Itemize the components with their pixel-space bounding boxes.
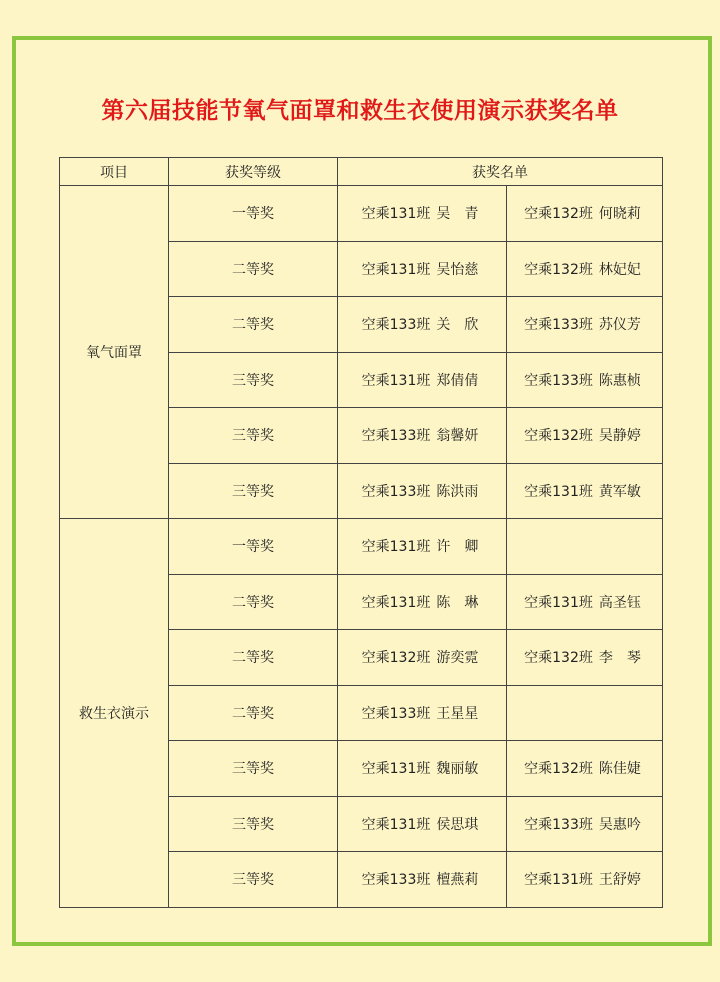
winner-class: 空乘131班 xyxy=(524,872,593,889)
winner-cell xyxy=(507,352,663,408)
winner-cell xyxy=(338,574,507,630)
award-level-cell: 一等奖 xyxy=(169,186,338,242)
winner-name: 魏丽敏 xyxy=(436,761,479,778)
winner-class: 空乘131班 xyxy=(361,761,431,778)
award-level-cell: 三等奖 xyxy=(169,796,338,852)
award-level-cell: 三等奖 xyxy=(169,408,338,464)
winner-name: 翁馨妍 xyxy=(436,428,479,445)
award-level-cell: 二等奖 xyxy=(169,685,338,741)
table-row xyxy=(60,186,663,242)
winner-class: 空乘133班 xyxy=(361,705,431,722)
winner-class: 空乘131班 xyxy=(361,594,431,611)
winner-name: 游奕霓 xyxy=(436,650,479,667)
winner-name: 高圣钰 xyxy=(598,594,641,611)
winner-name: 陈洪雨 xyxy=(436,483,479,500)
winner-name: 侯思琪 xyxy=(436,816,479,833)
header-winners: 获奖名单 xyxy=(338,158,663,186)
winner-cell xyxy=(338,796,507,852)
winner-cell xyxy=(338,852,507,908)
winner-class: 空乘131班 xyxy=(361,539,431,556)
winner-class: 空乘131班 xyxy=(361,206,431,223)
winner-name: 关 欣 xyxy=(436,317,479,334)
winner-class: 空乘131班 xyxy=(361,261,431,278)
table-body xyxy=(60,186,663,908)
winner-cell xyxy=(507,241,663,297)
winner-class: 空乘133班 xyxy=(524,317,593,334)
award-level-cell: 三等奖 xyxy=(169,463,338,519)
winner-name: 吴 青 xyxy=(436,206,479,223)
award-level-cell: 二等奖 xyxy=(169,297,338,353)
winner-cell xyxy=(507,463,663,519)
winner-name: 檀燕莉 xyxy=(436,872,479,889)
winner-cell xyxy=(507,574,663,630)
winner-class: 空乘131班 xyxy=(361,816,431,833)
winner-cell xyxy=(338,741,507,797)
winner-cell xyxy=(338,685,507,741)
winner-name: 黄军敏 xyxy=(598,483,641,500)
award-level-cell: 二等奖 xyxy=(169,574,338,630)
winner-cell xyxy=(507,796,663,852)
project-cell: 救生衣演示 xyxy=(60,519,169,908)
winner-class: 空乘132班 xyxy=(524,206,593,223)
winner-name: 陈惠桢 xyxy=(598,372,641,389)
table-row xyxy=(60,519,663,575)
winner-cell xyxy=(338,352,507,408)
header-project: 项目 xyxy=(60,158,169,186)
winner-class: 空乘133班 xyxy=(361,483,431,500)
winner-cell xyxy=(507,408,663,464)
winner-name: 林妃妃 xyxy=(598,261,641,278)
winner-name: 李 琴 xyxy=(598,650,641,667)
awards-table xyxy=(59,157,663,908)
winner-cell xyxy=(507,519,663,575)
winner-cell xyxy=(507,852,663,908)
winner-class: 空乘133班 xyxy=(361,317,431,334)
winner-cell xyxy=(338,186,507,242)
winner-cell xyxy=(338,297,507,353)
winner-class: 空乘132班 xyxy=(361,650,431,667)
winner-name: 陈佳婕 xyxy=(598,761,641,778)
winner-class: 空乘131班 xyxy=(524,483,593,500)
winner-class: 空乘131班 xyxy=(361,372,431,389)
winner-class: 空乘132班 xyxy=(524,428,593,445)
winner-name: 王星星 xyxy=(436,705,479,722)
winner-name: 吴怡慈 xyxy=(436,261,479,278)
winner-class: 空乘132班 xyxy=(524,761,593,778)
winner-class: 空乘133班 xyxy=(524,372,593,389)
winner-name: 苏仪芳 xyxy=(598,317,641,334)
award-level-cell: 二等奖 xyxy=(169,241,338,297)
winner-name: 吴静婷 xyxy=(598,428,641,445)
winner-cell xyxy=(507,186,663,242)
header-level: 获奖等级 xyxy=(169,158,338,186)
winner-cell xyxy=(338,463,507,519)
winner-class: 空乘132班 xyxy=(524,261,593,278)
winner-cell xyxy=(507,297,663,353)
winner-name: 许 卿 xyxy=(436,539,479,556)
winner-cell xyxy=(338,519,507,575)
award-level-cell: 三等奖 xyxy=(169,741,338,797)
winner-name: 陈 琳 xyxy=(436,594,479,611)
award-level-cell: 二等奖 xyxy=(169,630,338,686)
winner-name: 何晓莉 xyxy=(598,206,641,223)
winner-cell xyxy=(338,408,507,464)
winner-class: 空乘132班 xyxy=(524,650,593,667)
winner-name: 郑倩倩 xyxy=(436,372,479,389)
winner-name: 吴惠吟 xyxy=(598,816,641,833)
table-header-row xyxy=(60,158,663,186)
winner-class: 空乘133班 xyxy=(361,428,431,445)
winner-class: 空乘131班 xyxy=(524,594,593,611)
winner-cell xyxy=(507,741,663,797)
winner-cell xyxy=(507,630,663,686)
award-level-cell: 三等奖 xyxy=(169,352,338,408)
award-level-cell: 三等奖 xyxy=(169,852,338,908)
winner-class: 空乘133班 xyxy=(524,816,593,833)
project-cell: 氧气面罩 xyxy=(60,186,169,519)
winner-cell xyxy=(507,685,663,741)
award-level-cell: 一等奖 xyxy=(169,519,338,575)
page-title: 第六届技能节氧气面罩和救生衣使用演示获奖名单 xyxy=(101,98,619,124)
winner-name: 王舒婷 xyxy=(598,872,641,889)
winner-cell xyxy=(338,241,507,297)
winner-cell xyxy=(338,630,507,686)
winner-class: 空乘133班 xyxy=(361,872,431,889)
